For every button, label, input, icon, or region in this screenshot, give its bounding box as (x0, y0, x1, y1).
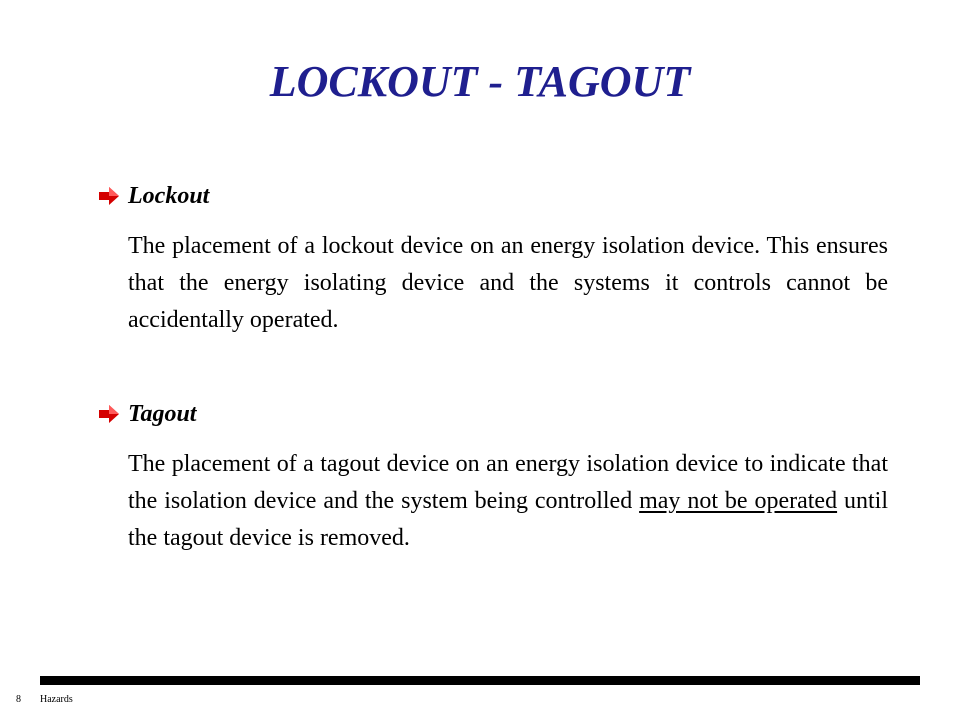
lockout-definition: The placement of a lockout device on an energy isolation device. This ensures that the energy isolating device and the systems it controls cannot be accidentally operated. (128, 233, 888, 333)
tagout-definition-start: The placement of a tagout device on an energy isolation device to indicate that the isolation device and the system being controlled (128, 451, 888, 514)
tagout-definition (128, 446, 888, 557)
tagout-definition-end: until the tagout device is removed. (128, 488, 888, 551)
tagout-section (98, 396, 888, 557)
slide-title: LOCKOUT - TAGOUT (269, 57, 691, 106)
lockout-heading-row (98, 178, 888, 214)
lockout-section (98, 178, 888, 339)
tagout-heading-row (98, 396, 888, 432)
red-arrow-icon (98, 186, 120, 206)
lockout-heading: Lockout (128, 182, 210, 209)
footer-divider (40, 676, 920, 685)
tagout-definition-emphasis: may not be operated (639, 488, 838, 514)
red-arrow-icon (98, 404, 120, 424)
footer-section-name: Hazards (40, 694, 73, 705)
tagout-heading: Tagout (128, 400, 197, 427)
page-number: 8 (16, 694, 21, 705)
